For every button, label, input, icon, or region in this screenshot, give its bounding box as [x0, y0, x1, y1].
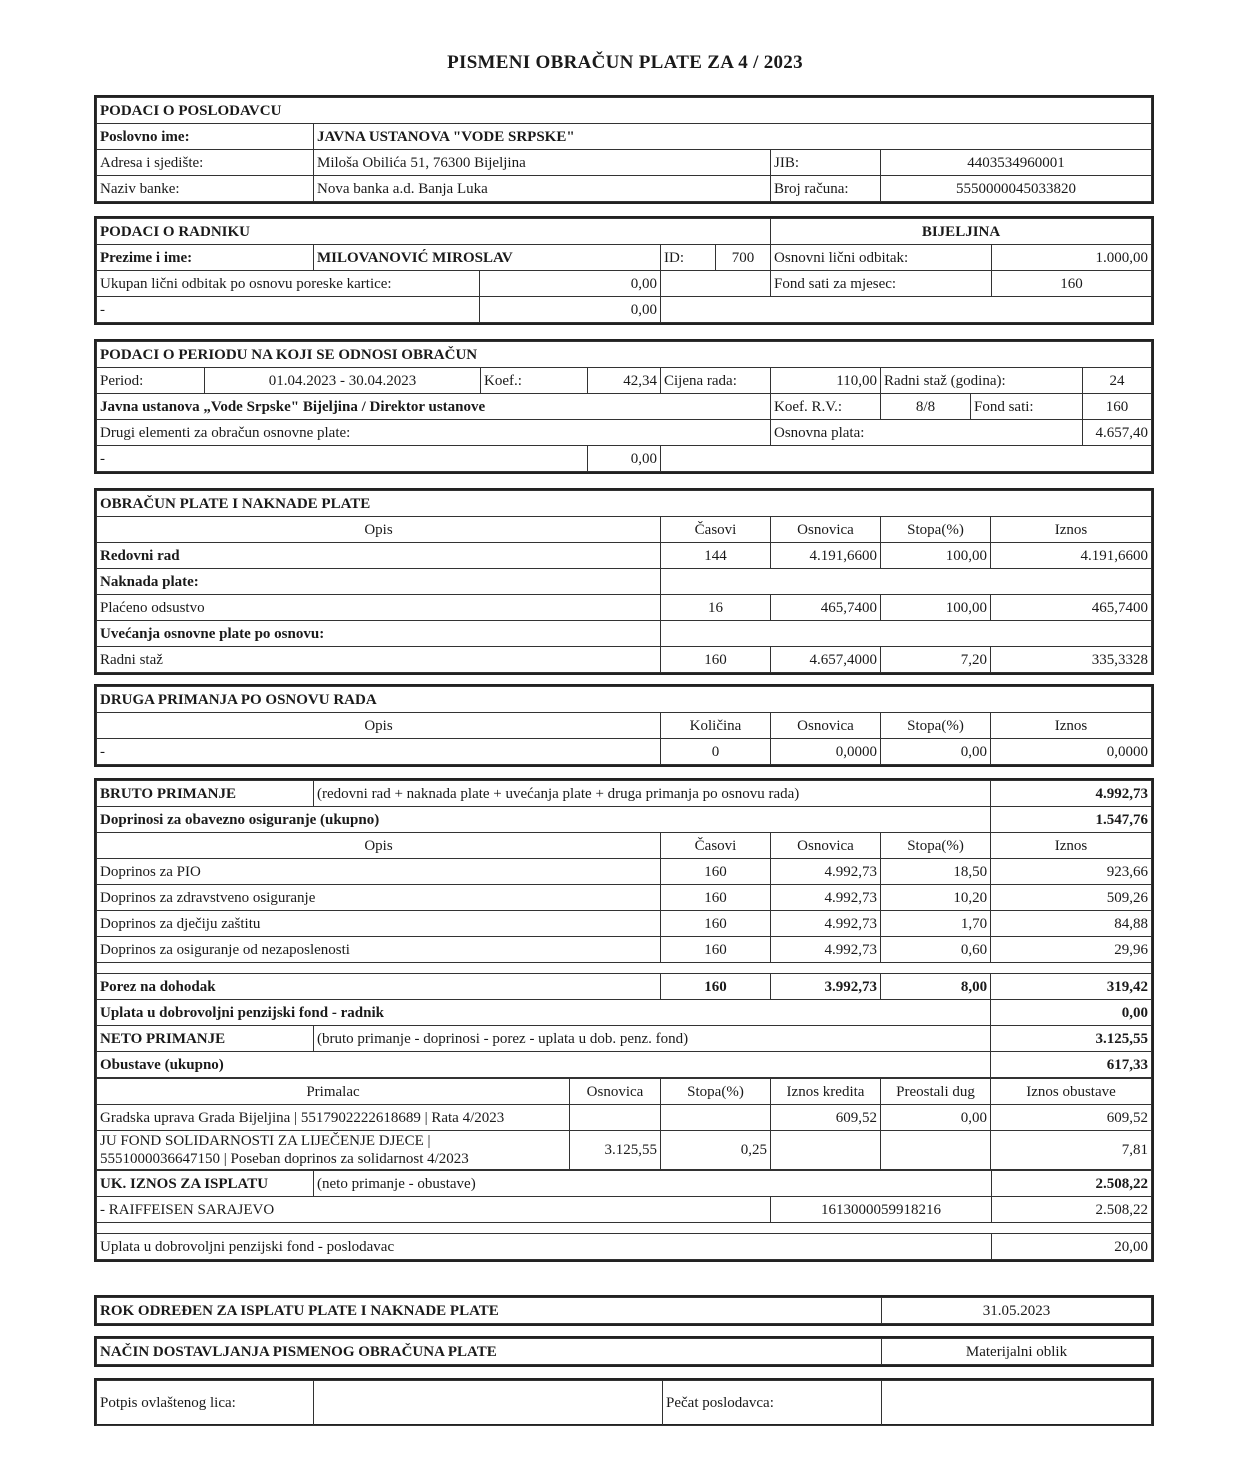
account: 5550000045033820	[881, 176, 1152, 202]
position: Javna ustanova „Vode Srpske" Bijeljina / Direktor ustanove	[97, 394, 771, 420]
period-value: 01.04.2023 - 30.04.2023	[205, 368, 481, 394]
employer-name: JAVNA USTANOVA "VODE SRPSKE"	[314, 124, 1152, 150]
gross-value: 4.992,73	[991, 781, 1152, 807]
regular-base: 4.191,6600	[771, 543, 881, 569]
contrib-rate-2: 1,70	[881, 911, 991, 937]
tax-rate: 8,00	[881, 974, 991, 1000]
contrib-value: 1.547,76	[991, 807, 1152, 833]
calc-col-desc: Opis	[97, 517, 661, 543]
ded2-base: 3.125,55	[570, 1131, 661, 1170]
calc-col-hours: Časovi	[661, 517, 771, 543]
contrib-col-hours: Časovi	[661, 833, 771, 859]
ded-col-base: Osnovica	[570, 1079, 661, 1105]
tax-label: Porez na dohodak	[97, 974, 661, 1000]
basic-deduction: 1.000,00	[992, 245, 1152, 271]
other-col-desc: Opis	[97, 713, 661, 739]
contrib-rate-1: 10,20	[881, 885, 991, 911]
period-header: PODACI O PERIODU NA KOJI SE ODNOSI OBRAČUN	[97, 342, 1152, 368]
pension-value: 0,00	[991, 1000, 1152, 1026]
worker-city: BIJELJINA	[771, 219, 1152, 245]
worker-name: MILOVANOVIĆ MIROSLAV	[314, 245, 661, 271]
stamp-field	[882, 1381, 1152, 1426]
net-label: NETO PRIMANJE	[97, 1026, 314, 1052]
paid-leave-label: Plaćeno odsustvo	[97, 595, 661, 621]
ded2-label-line1: JU FOND SOLIDARNOSTI ZA LIJEČENJE DJECE |	[100, 1133, 431, 1149]
other-income-section	[94, 684, 1154, 767]
calc-section	[94, 488, 1154, 675]
ded2-label	[97, 1131, 570, 1170]
contrib-label: Doprinosi za obavezno osiguranje (ukupno)	[97, 807, 991, 833]
worker-dash: -	[97, 297, 480, 323]
deductions-value: 617,33	[991, 1052, 1152, 1078]
net-formula: (bruto primanje - doprinosi - porez - uplata u dob. penz. fond)	[314, 1026, 991, 1052]
seniority-value: 24	[1083, 368, 1152, 394]
ded-col-loan: Iznos kredita	[771, 1079, 881, 1105]
calc-col-base: Osnovica	[771, 517, 881, 543]
contrib-amount-3: 29,96	[991, 937, 1152, 963]
worker-section	[94, 216, 1154, 325]
tax-amount: 319,42	[991, 974, 1152, 1000]
contrib-base-2: 4.992,73	[771, 911, 881, 937]
contrib-col-amount: Iznos	[991, 833, 1152, 859]
jib-label: JIB:	[771, 150, 881, 176]
basic-deduction-label: Osnovni lični odbitak:	[771, 245, 992, 271]
price-label: Cijena rada:	[661, 368, 771, 394]
seniority-row-label: Radni staž	[97, 647, 661, 673]
contrib-label-1: Doprinos za zdravstveno osiguranje	[97, 885, 661, 911]
contrib-label-2: Doprinos za dječiju zaštitu	[97, 911, 661, 937]
payout-formula: (neto primanje - obustave)	[314, 1171, 992, 1197]
contrib-col-base: Osnovica	[771, 833, 881, 859]
calc-col-rate: Stopa(%)	[881, 517, 991, 543]
employer-pension-value: 20,00	[992, 1234, 1152, 1260]
seniority-row-base: 4.657,4000	[771, 647, 881, 673]
ded1-rate	[661, 1105, 771, 1131]
contrib-label-0: Doprinos za PIO	[97, 859, 661, 885]
deadline-section	[94, 1295, 1154, 1326]
tax-base: 3.992,73	[771, 974, 881, 1000]
contrib-col-rate: Stopa(%)	[881, 833, 991, 859]
seniority-row-hours: 160	[661, 647, 771, 673]
payout-bank: - RAIFFEISEN SARAJEVO	[97, 1197, 771, 1223]
gross-section	[94, 778, 1154, 1262]
ded-col-debt: Preostali dug	[881, 1079, 991, 1105]
base-salary-label: Osnovna plata:	[771, 420, 1083, 446]
period-dash-value: 0,00	[588, 446, 661, 472]
other-elements-label: Drugi elementi za obračun osnovne plate:	[97, 420, 771, 446]
employer-section	[94, 95, 1154, 204]
other-col-qty: Količina	[661, 713, 771, 739]
ded2-label-line2: 5551000036647150 | Poseban doprinos za solidarnost 4/2023	[100, 1151, 469, 1167]
ded2-amount: 7,81	[991, 1131, 1152, 1170]
base-salary-value: 4.657,40	[1083, 420, 1152, 446]
employer-name-label: Poslovno ime:	[97, 124, 314, 150]
ded2-rate: 0,25	[661, 1131, 771, 1170]
contrib-hours-1: 160	[661, 885, 771, 911]
payout-label: UK. IZNOS ZA ISPLATU	[97, 1171, 314, 1197]
delivery-value: Materijalni oblik	[882, 1339, 1152, 1365]
account-label: Broj računa:	[771, 176, 881, 202]
seniority-label: Radni staž (godina):	[881, 368, 1083, 394]
other-row-label: -	[97, 739, 661, 765]
period-dash: -	[97, 446, 588, 472]
total-deduction: 0,00	[480, 271, 661, 297]
koef-rv-label: Koef. R.V.:	[771, 394, 881, 420]
ded1-base	[570, 1105, 661, 1131]
deductions-label: Obustave (ukupno)	[97, 1052, 991, 1078]
document-title: PISMENI OBRAČUN PLATE ZA 4 / 2023	[447, 52, 803, 73]
paid-leave-hours: 16	[661, 595, 771, 621]
other-row-amount: 0,0000	[991, 739, 1152, 765]
calc-col-amount: Iznos	[991, 517, 1152, 543]
signature-section	[94, 1378, 1154, 1426]
contrib-base-0: 4.992,73	[771, 859, 881, 885]
pension-label: Uplata u dobrovoljni penzijski fond - radnik	[97, 1000, 991, 1026]
contrib-amount-0: 923,66	[991, 859, 1152, 885]
ded1-loan: 609,52	[771, 1105, 881, 1131]
contrib-base-3: 4.992,73	[771, 937, 881, 963]
calc-header: OBRAČUN PLATE I NAKNADE PLATE	[97, 491, 1152, 517]
contrib-amount-1: 509,26	[991, 885, 1152, 911]
other-header: DRUGA PRIMANJA PO OSNOVU RADA	[97, 687, 1152, 713]
address: Miloša Obilića 51, 76300 Bijeljina	[314, 150, 771, 176]
regular-amount: 4.191,6600	[991, 543, 1152, 569]
payout-account: 1613000059918216	[771, 1197, 992, 1223]
delivery-label: NAČIN DOSTAVLJANJA PISMENOG OBRAČUNA PLATE	[97, 1339, 882, 1365]
stamp-label: Pečat poslodavca:	[663, 1381, 882, 1426]
contrib-col-desc: Opis	[97, 833, 661, 859]
compensation-label: Naknada plate:	[97, 569, 661, 595]
price-value: 110,00	[771, 368, 881, 394]
deadline-value: 31.05.2023	[882, 1298, 1152, 1324]
seniority-row-rate: 7,20	[881, 647, 991, 673]
regular-hours: 144	[661, 543, 771, 569]
contrib-rate-3: 0,60	[881, 937, 991, 963]
ded1-label: Gradska uprava Grada Bijeljina | 5517902222618689 | Rata 4/2023	[97, 1105, 570, 1131]
employer-pension-label: Uplata u dobrovoljni penzijski fond - poslodavac	[97, 1234, 992, 1260]
contrib-base-1: 4.992,73	[771, 885, 881, 911]
ded1-amount: 609,52	[991, 1105, 1152, 1131]
other-col-amount: Iznos	[991, 713, 1152, 739]
address-label: Adresa i sjedište:	[97, 150, 314, 176]
worker-name-label: Prezime i ime:	[97, 245, 314, 271]
delivery-section	[94, 1336, 1154, 1367]
net-value: 3.125,55	[991, 1026, 1152, 1052]
paid-leave-amount: 465,7400	[991, 595, 1152, 621]
tax-hours: 160	[661, 974, 771, 1000]
jib: 4403534960001	[881, 150, 1152, 176]
fund-label: Fond sati:	[971, 394, 1083, 420]
ded-col-recipient: Primalac	[97, 1079, 570, 1105]
other-col-base: Osnovica	[771, 713, 881, 739]
total-deduction-label: Ukupan lični odbitak po osnovu poreske kartice:	[97, 271, 480, 297]
paid-leave-rate: 100,00	[881, 595, 991, 621]
koef-rv-value: 8/8	[881, 394, 971, 420]
id-label: ID:	[661, 245, 716, 271]
fund-value: 160	[1083, 394, 1152, 420]
koef-label: Koef.:	[481, 368, 588, 394]
contrib-amount-2: 84,88	[991, 911, 1152, 937]
hours-fund: 160	[992, 271, 1152, 297]
contrib-rate-0: 18,50	[881, 859, 991, 885]
seniority-row-amount: 335,3328	[991, 647, 1152, 673]
contrib-label-3: Doprinos za osiguranje od nezaposlenosti	[97, 937, 661, 963]
ded-col-amount: Iznos obustave	[991, 1079, 1152, 1105]
worker-id: 700	[716, 245, 771, 271]
koef-value: 42,34	[588, 368, 661, 394]
sign-field	[314, 1381, 663, 1426]
period-section	[94, 339, 1154, 474]
sign-label: Potpis ovlaštenog lica:	[97, 1381, 314, 1426]
period-label: Period:	[97, 368, 205, 394]
deadline-label: ROK ODREĐEN ZA ISPLATU PLATE I NAKNADE PLATE	[97, 1298, 882, 1324]
worker-dash-value: 0,00	[480, 297, 661, 323]
other-row-qty: 0	[661, 739, 771, 765]
payout-bank-value: 2.508,22	[992, 1197, 1152, 1223]
other-col-rate: Stopa(%)	[881, 713, 991, 739]
employer-header: PODACI O POSLODAVCU	[97, 98, 1152, 124]
paid-leave-base: 465,7400	[771, 595, 881, 621]
bank-label: Naziv banke:	[97, 176, 314, 202]
bank: Nova banka a.d. Banja Luka	[314, 176, 771, 202]
increase-label: Uvećanja osnovne plate po osnovu:	[97, 621, 661, 647]
regular-rate: 100,00	[881, 543, 991, 569]
contrib-hours-0: 160	[661, 859, 771, 885]
ded-col-rate: Stopa(%)	[661, 1079, 771, 1105]
contrib-hours-3: 160	[661, 937, 771, 963]
contrib-hours-2: 160	[661, 911, 771, 937]
payout-value: 2.508,22	[992, 1171, 1152, 1197]
regular-label: Redovni rad	[97, 543, 661, 569]
gross-formula: (redovni rad + naknada plate + uvećanja plate + druga primanja po osnovu rada)	[314, 781, 991, 807]
other-row-base: 0,0000	[771, 739, 881, 765]
hours-fund-label: Fond sati za mjesec:	[771, 271, 992, 297]
other-row-rate: 0,00	[881, 739, 991, 765]
ded1-debt: 0,00	[881, 1105, 991, 1131]
worker-header: PODACI O RADNIKU	[97, 219, 771, 245]
gross-label: BRUTO PRIMANJE	[97, 781, 314, 807]
